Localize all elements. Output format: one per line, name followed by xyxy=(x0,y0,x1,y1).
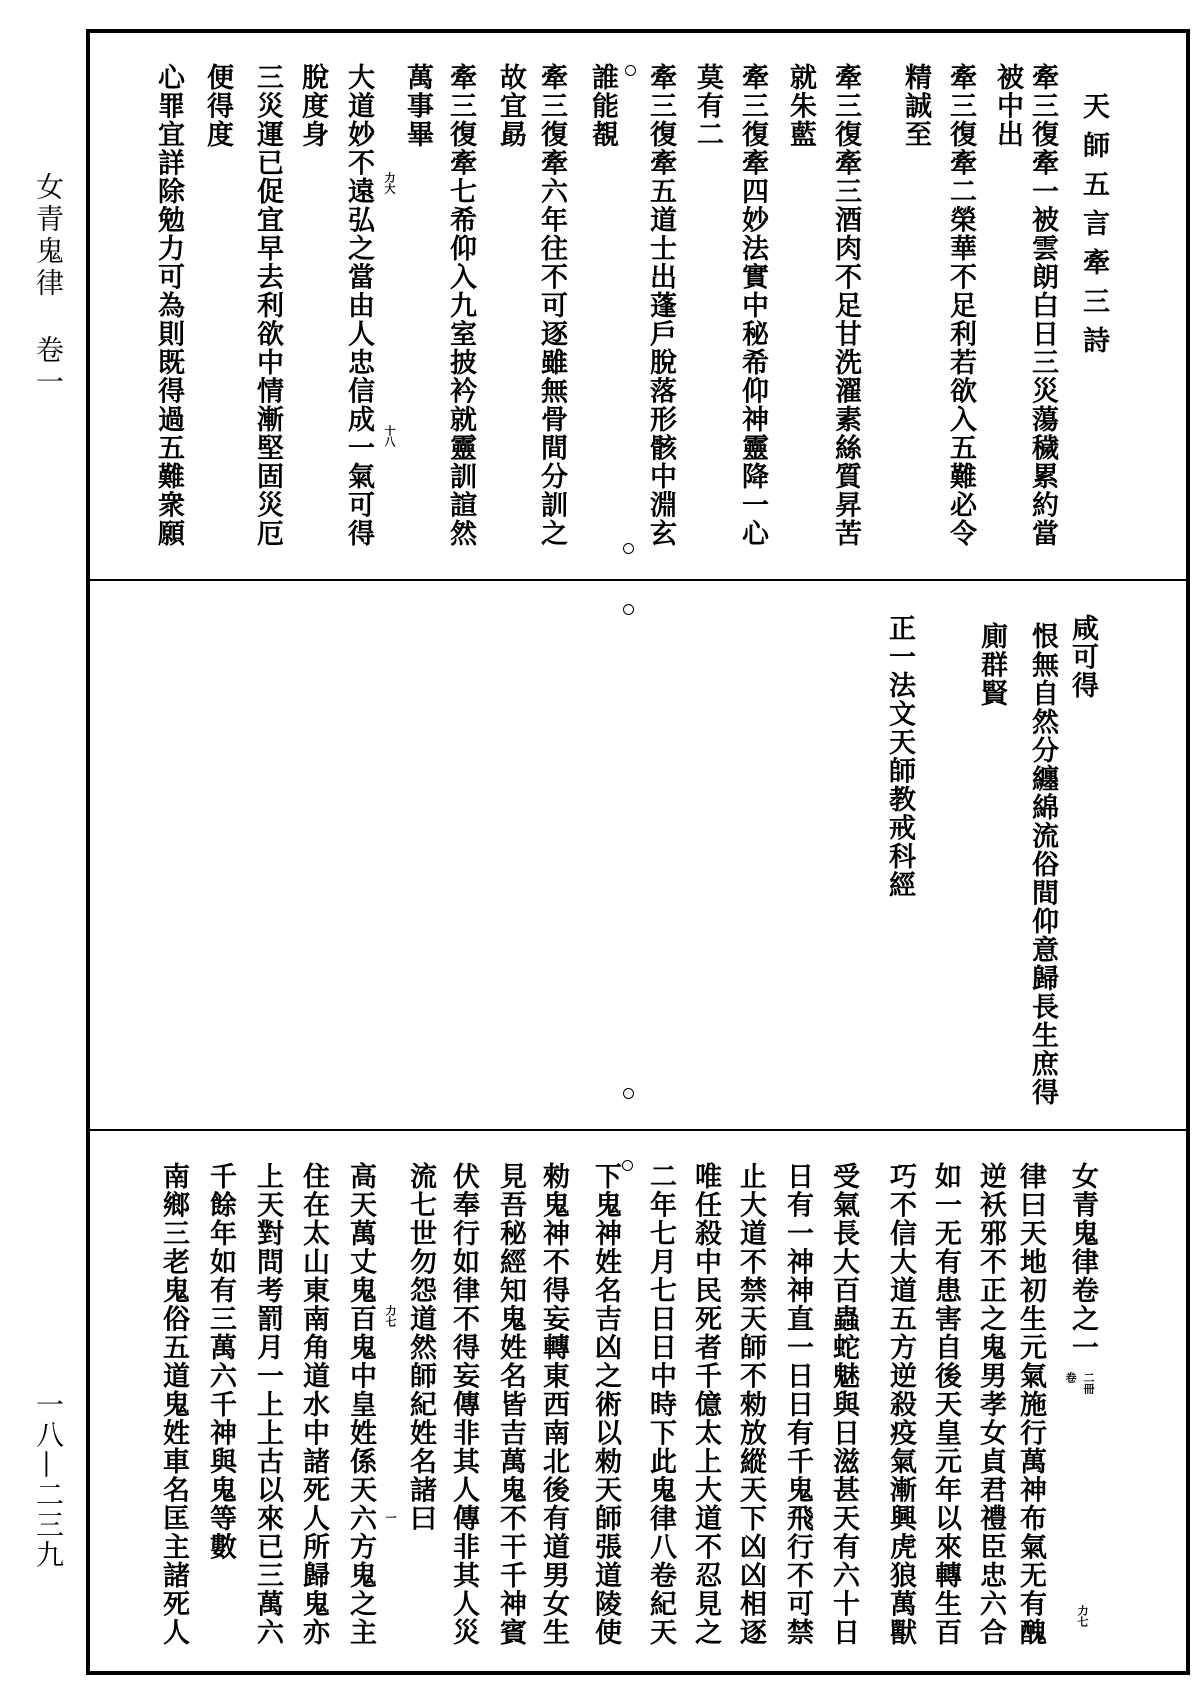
text-column: 恨無自然分纏綿流俗間仰意歸長生庶得 xyxy=(1027,622,1058,1107)
punctuation-circle xyxy=(622,1160,633,1171)
text-column: 心罪宜詳除勉力可為則既得過五難衆願 xyxy=(153,63,184,548)
text-column: 廁群賢 xyxy=(976,622,1007,708)
text-column: 就朱藍 xyxy=(785,63,816,149)
margin-note: 力七 xyxy=(1076,1605,1089,1627)
text-column: 二年七月七日日中時下此鬼律八卷紀天 xyxy=(645,1162,676,1647)
text-column: 下鬼神姓名吉凶之術以勑天師張道陵使 xyxy=(590,1162,621,1647)
text-column: 受氣長大百蟲蛇魅與日滋甚天有六十日 xyxy=(828,1162,859,1647)
margin-note: 卷 xyxy=(1064,1372,1077,1383)
book-title: 女青鬼律 xyxy=(32,172,65,300)
text-column: 逆袄邪不正之鬼男孝女貞君禮臣忠六合 xyxy=(975,1162,1006,1647)
margin-note: 力七 xyxy=(384,1305,397,1327)
text-column: 律曰天地初生元氣施行萬神布氣无有醜 xyxy=(1015,1162,1046,1647)
text-column: 日有一神神直一日日有千鬼飛行不可禁 xyxy=(782,1162,813,1647)
text-column: 牽三復牽二榮華不足利若欲入五難必令 xyxy=(945,63,976,548)
margin-note: 二冊 xyxy=(1082,1372,1095,1394)
text-column: 誰能覩 xyxy=(587,63,618,149)
text-column: 大道妙不遠弘之當由人忠信成一氣可得 xyxy=(343,63,374,548)
text-column: 高天萬丈鬼百鬼中皇姓係天六方鬼之主 xyxy=(345,1162,376,1647)
punctuation-circle xyxy=(623,1088,634,1099)
punctuation-circle xyxy=(623,604,634,615)
text-column: 勑鬼神不得妄轉東西南北後有道男女生 xyxy=(538,1162,569,1647)
punctuation-circle xyxy=(625,65,636,76)
text-column: 住在太山東南角道水中諸死人所歸鬼亦 xyxy=(298,1162,329,1647)
text-column: 唯任殺中民死者千億太上大道不忍見之 xyxy=(690,1162,721,1647)
text-column: 萬事畢 xyxy=(402,63,433,149)
text-column: 牽三復牽七希仰入九室披衿就靈訓諠然 xyxy=(445,63,476,548)
text-column: 牽三復牽六年往不可逐雖無骨間分訓之 xyxy=(536,63,567,548)
page-number: 一八—二三九 xyxy=(32,1390,65,1570)
text-column: 流七世勿怨道然師紀姓名諸曰 xyxy=(405,1162,436,1533)
text-column: 伏奉行如律不得妄傳非其人傳非其人災 xyxy=(448,1162,479,1647)
section-title: 正一法文天師教戒科經 xyxy=(884,614,915,899)
text-column: 莫有二 xyxy=(692,63,723,149)
text-column: 三災運已促宜早去利欲中情漸堅固災厄 xyxy=(252,63,283,548)
panel-divider xyxy=(86,579,1190,581)
text-column: 牽三復牽三酒肉不足甘洗濯素絲質昇苦 xyxy=(830,63,861,548)
text-column: 巧不信大道五方逆殺疫氣漸興虎狼萬獸 xyxy=(885,1162,916,1647)
volume-label: 卷一 xyxy=(32,335,65,399)
poem-title: 天師五言牽三詩 xyxy=(1078,92,1109,365)
margin-note: 力大 xyxy=(383,172,396,194)
punctuation-circle xyxy=(623,543,634,554)
text-column: 見吾秘經知鬼姓名皆吉萬鬼不干千神賓 xyxy=(495,1162,526,1647)
text-column: 脫度身 xyxy=(297,63,328,149)
text-column: 精誠至 xyxy=(900,63,931,149)
text-column: 牽三復牽五道士出蓬戶脫落形骸中淵玄 xyxy=(645,63,676,548)
margin-note: 十八 xyxy=(383,425,396,447)
text-column: 如一无有患害自後天皇元年以來轉生百 xyxy=(930,1162,961,1647)
text-column: 牽三復牽四妙法實中秘希仰神靈降一心 xyxy=(737,63,768,548)
text-column: 千餘年如有三萬六千神與鬼等數 xyxy=(205,1162,236,1561)
text-column: 便得度 xyxy=(202,63,233,149)
text-column: 南鄉三老鬼俗五道鬼姓車名匡主諸死人 xyxy=(158,1162,189,1647)
text-column: 上天對問考罰月一上上古以來已三萬六 xyxy=(252,1162,283,1647)
margin-note: 一 xyxy=(384,1512,397,1523)
panel-divider xyxy=(86,1129,1190,1131)
text-column: 牽三復牽一被雲朗白日三災蕩穢累約當 xyxy=(1027,63,1058,548)
text-column: 故宜勗 xyxy=(495,63,526,149)
text-column: 咸可得 xyxy=(1067,614,1098,700)
chapter-title: 女青鬼律卷之一 xyxy=(1067,1162,1098,1362)
text-column: 被中出 xyxy=(992,63,1023,149)
text-column: 止大道不禁天師不勑放縱天下凶凶相逐 xyxy=(735,1162,766,1647)
